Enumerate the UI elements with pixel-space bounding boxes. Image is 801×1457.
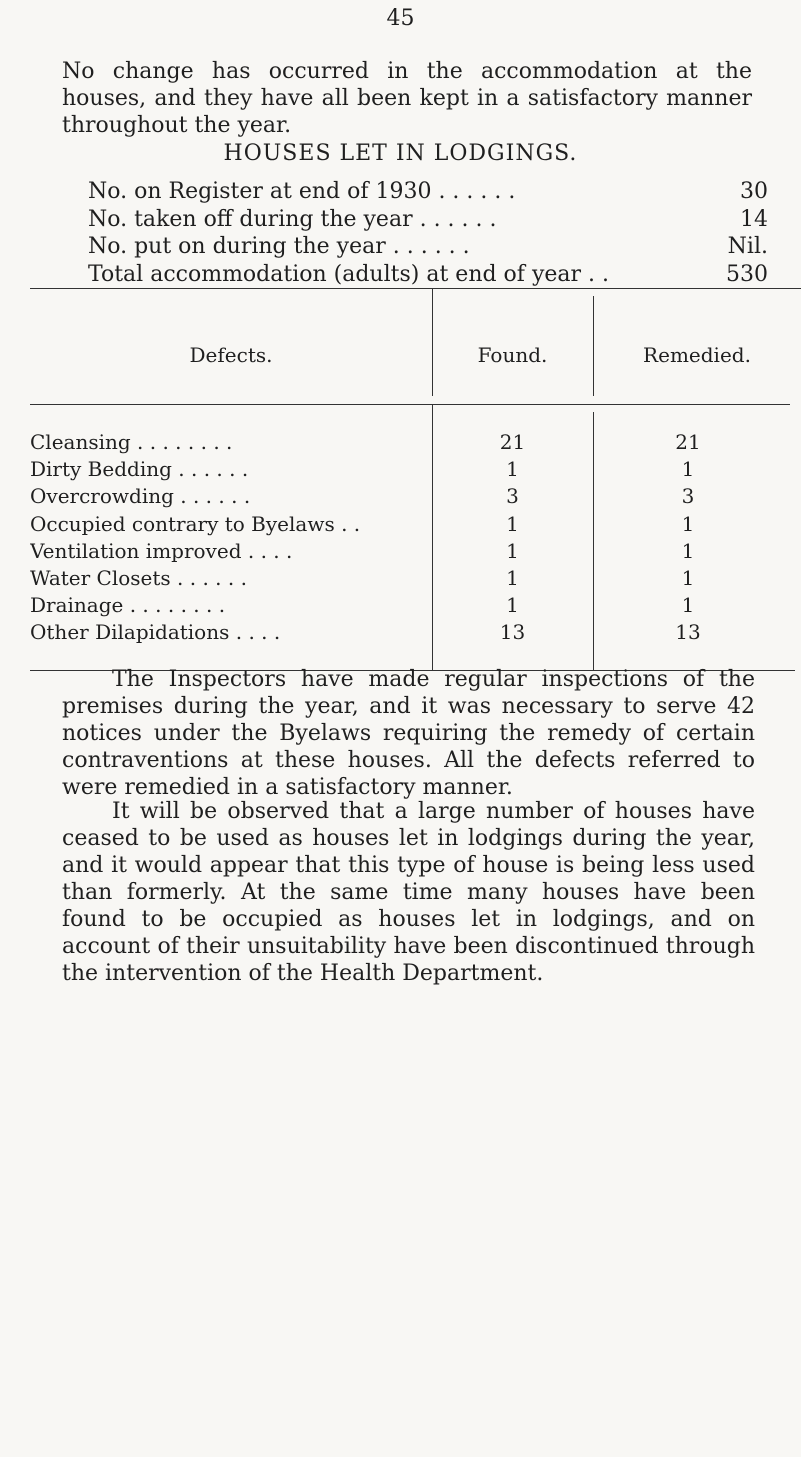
found-cell: 1 (506, 565, 519, 590)
table-row (30, 483, 801, 510)
table-row (30, 592, 801, 619)
table-row (30, 511, 801, 538)
section-heading: HOUSES LET IN LODGINGS. (223, 141, 578, 166)
intro-paragraph: No change has occurred in the accommodation at the houses, and they have all been kept in a satisfactory manner throughout the year. (62, 59, 752, 138)
summary-label: No. taken off during the year . . . . . . (88, 206, 497, 232)
remedied-cell: 21 (675, 430, 701, 454)
found-cell: 13 (499, 620, 526, 645)
table-row (30, 538, 801, 565)
defect-cell: Dirty Bedding . . . . . . (30, 457, 249, 482)
found-cell: 1 (506, 538, 519, 563)
inspections-paragraph: The Inspectors have made regular inspections of the premises during the year, and it was necessary to serve 42 notices under the Byelaws requiring the remedy of certain contraventions at these houses. All the defects referred to were remedied in a satisfactory manner. (62, 667, 755, 800)
found-cell: 1 (506, 511, 519, 536)
table-row (30, 456, 801, 483)
remedied-cell: 1 (681, 511, 695, 536)
column-divider (432, 288, 433, 396)
summary-label: No. put on during the year . . . . . . (88, 234, 470, 259)
summary-value: 30 (740, 179, 768, 204)
found-cell: 3 (506, 484, 519, 509)
summary-value: Nil. (727, 234, 768, 259)
defect-cell: Cleansing . . . . . . . . (30, 430, 233, 454)
found-cell: 1 (506, 457, 519, 482)
defect-cell: Ventilation improved . . . . (30, 538, 293, 563)
table-row (30, 565, 801, 592)
found-cell: 21 (499, 430, 526, 454)
summary-row (88, 206, 768, 234)
table-rule-header (30, 404, 790, 405)
remedied-cell: 1 (681, 538, 695, 563)
defect-cell: Occupied contrary to Byelaws . . (30, 511, 361, 536)
table-rule-top (30, 288, 801, 289)
summary-label: No. on Register at end of 1930 . . . . . . (88, 179, 516, 204)
defect-cell: Drainage . . . . . . . . (30, 593, 226, 618)
remedied-cell: 1 (681, 457, 695, 482)
header-defects: Defects. (189, 343, 273, 367)
summary-list (88, 178, 768, 288)
table-row (30, 429, 801, 456)
remedied-cell: 1 (681, 565, 695, 590)
summary-row (88, 233, 768, 261)
table-row (30, 619, 801, 646)
defect-cell: Other Dilapidations . . . . (30, 620, 281, 645)
page-number: 45 (386, 6, 415, 31)
remedied-cell: 13 (675, 620, 701, 645)
header-found: Found. (477, 343, 548, 367)
defect-cell: Overcrowding . . . . . . (30, 484, 251, 509)
summary-value: 14 (740, 206, 768, 232)
remedied-cell: 3 (681, 484, 695, 509)
header-remedied: Remedied. (643, 343, 751, 367)
found-cell: 1 (506, 593, 519, 618)
summary-value: 530 (726, 261, 768, 287)
summary-label: Total accommodation (adults) at end of year . . (88, 261, 609, 287)
summary-row (88, 178, 768, 206)
table-body (30, 429, 801, 647)
observations-paragraph: It will be observed that a large number of houses have ceased to be used as houses let in lodgings during the year, and it would appear that this type of house is being less used than formerly. At the same time many houses have been found to be occupied as houses let in lodgings, and on account of their unsuitability have been discontinued through the intervention of the Health Department. (62, 799, 755, 986)
summary-row (88, 261, 768, 289)
defect-cell: Water Closets . . . . . . (30, 565, 247, 590)
remedied-cell: 1 (681, 593, 695, 618)
